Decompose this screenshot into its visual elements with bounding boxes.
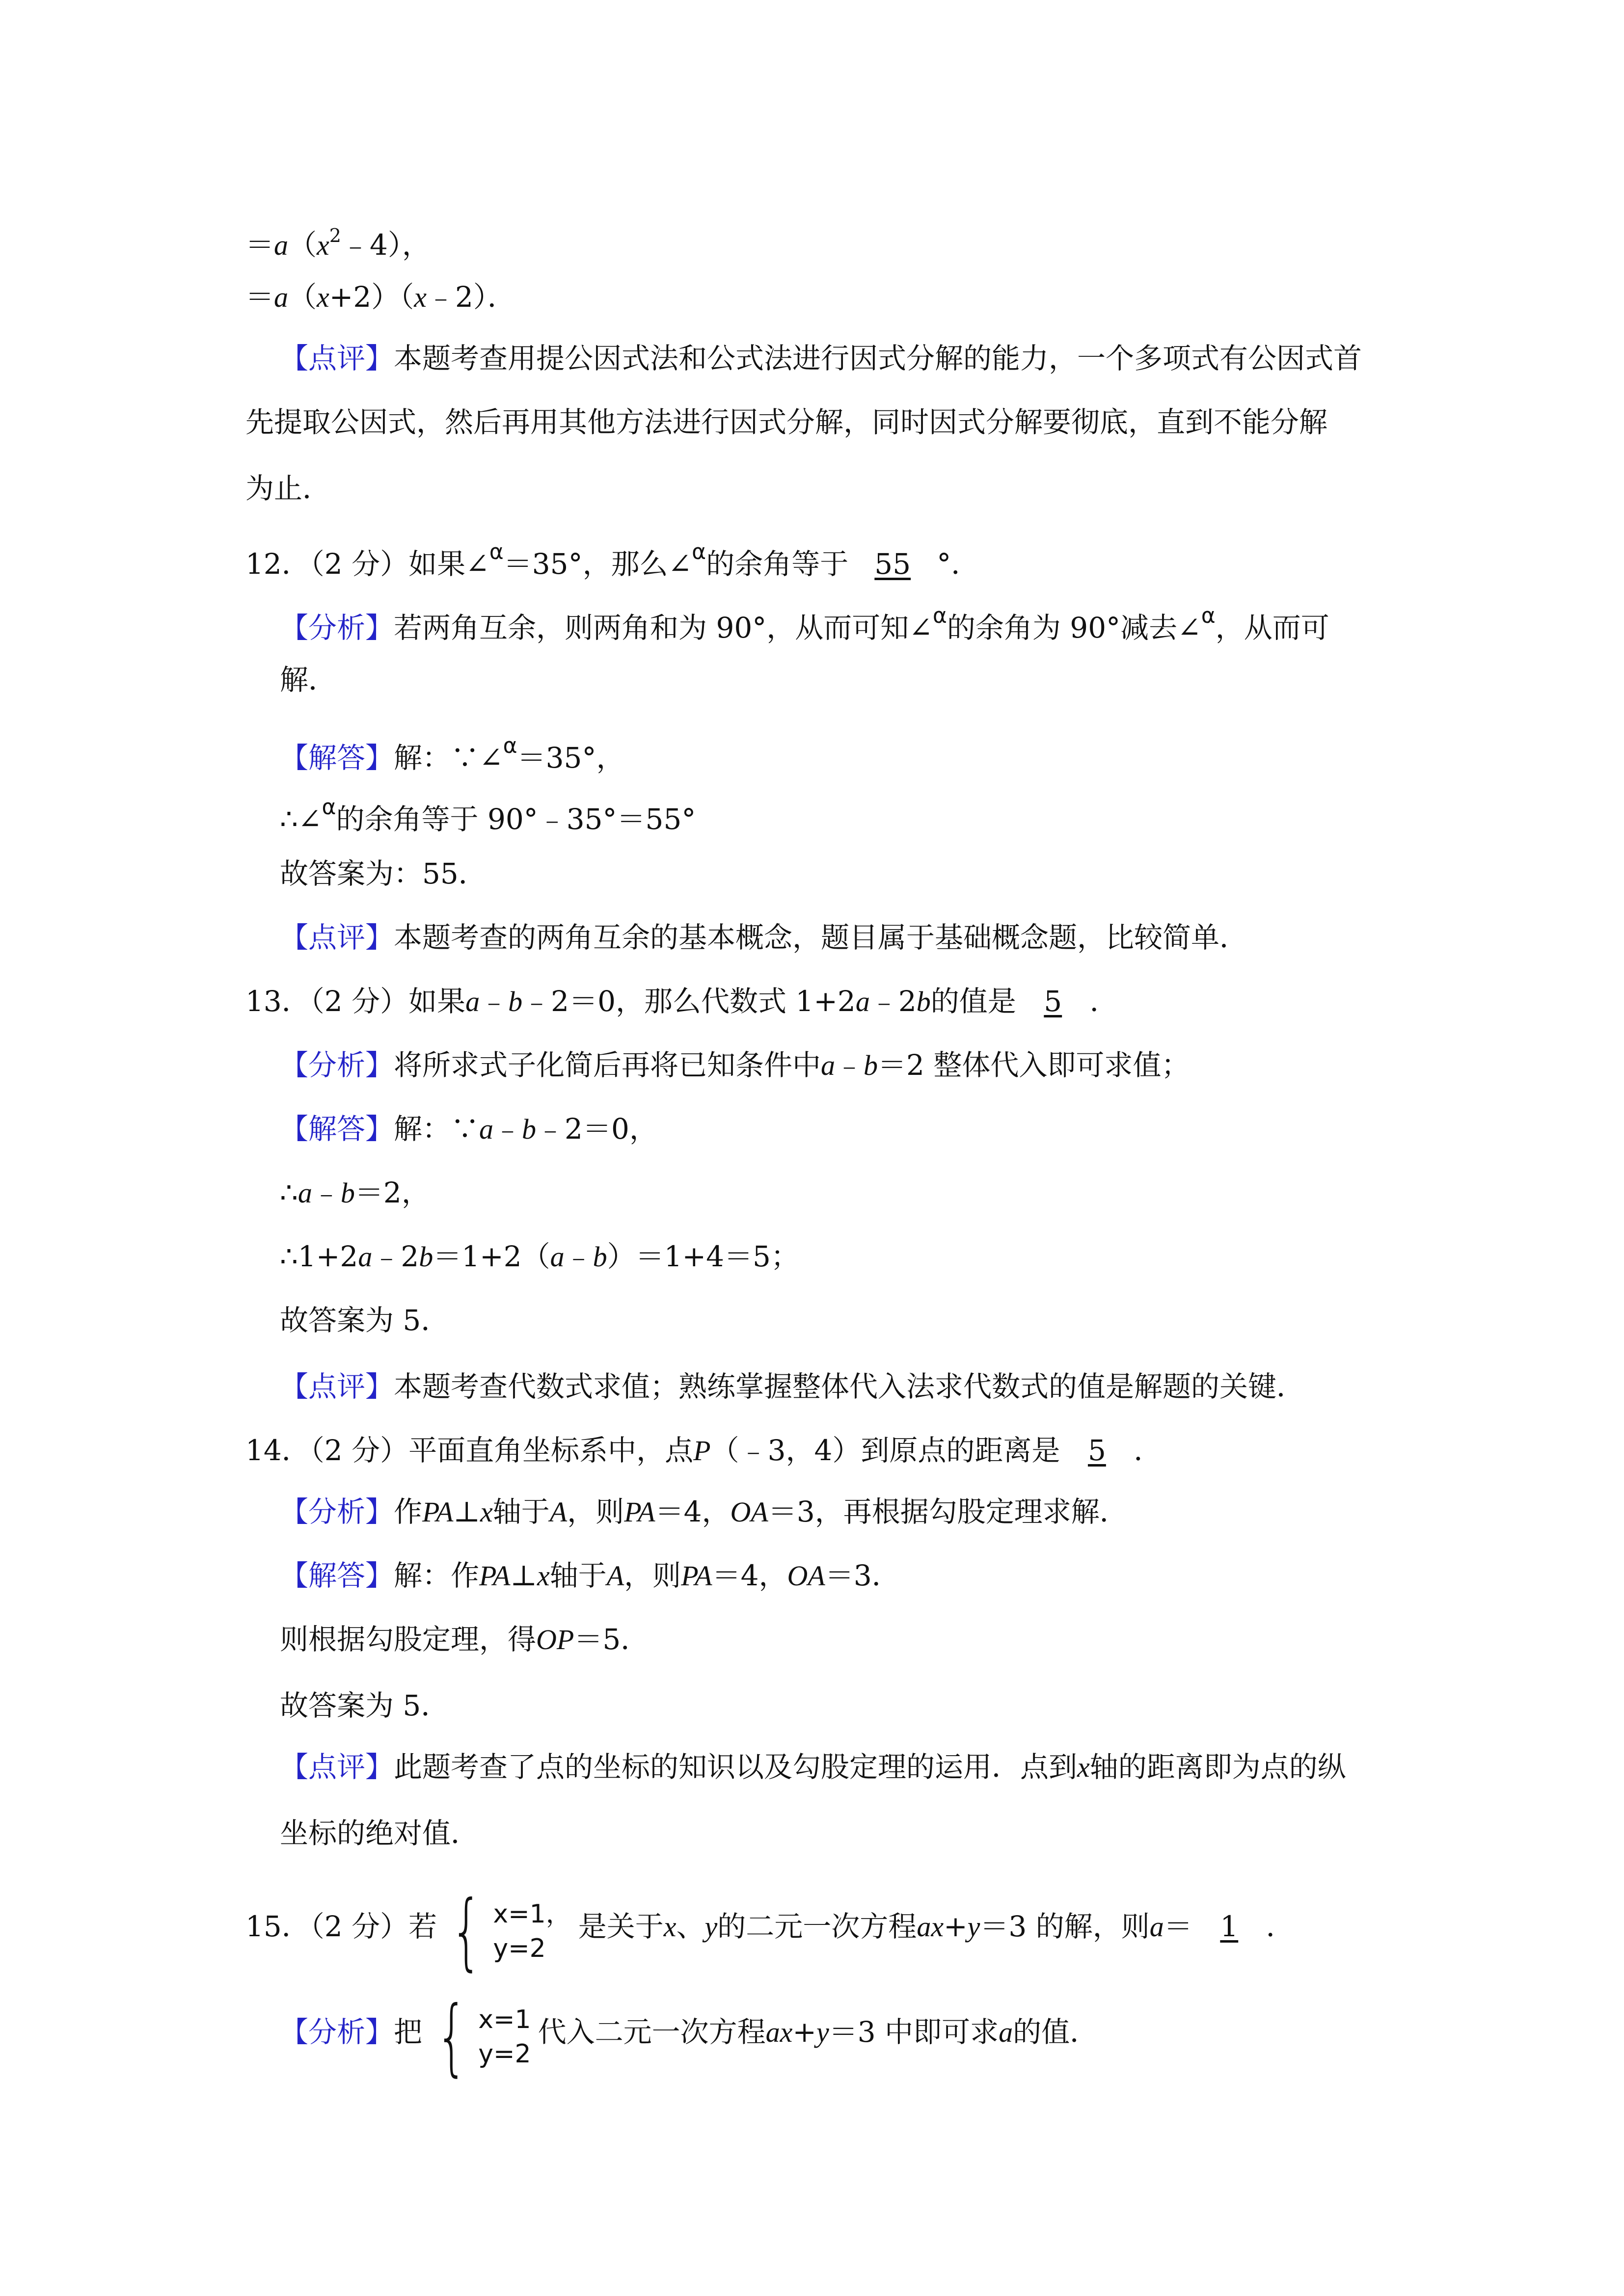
line-factor-1: $=a(x^2﹣4)$， [245, 225, 431, 262]
analysis-14: 【分析】作PA⊥x轴于A，则PA＝4，OA＝3，再根据勾股定理求解． [280, 1495, 1128, 1528]
answer-13-line2: ∴a﹣b＝2， [280, 1176, 430, 1209]
line-factor-2: ＝a（x+2）（x﹣2）． [245, 280, 516, 314]
answer-12-line2: ∴∠$^\alpha$的余角等于 90°﹣35°＝55° [280, 795, 696, 836]
question-14: 14．（2 分）平面直角坐标系中，点P（﹣3，4）到原点的距离是 5 ． [245, 1431, 1162, 1470]
question-13: 13．（2 分）如果a﹣b﹣2＝0，那么代数式 1+2a﹣2b的值是 5 ． [245, 982, 1118, 1021]
answer-14-line3: 故答案为 5． [280, 1689, 450, 1722]
comment-11: 【点评】本题考查用提公因式法和公式法进行因式分解的能力，一个多项式有公因式首 [280, 342, 1362, 375]
question-12: 12．（2 分）如果∠$^\alpha$＝35°，那么∠$^\alpha$的余角等于 55 °． [245, 533, 979, 584]
comment-13: 【点评】本题考查代数式求值；熟练掌握整体代入法求代数式的值是解题的关键． [280, 1370, 1305, 1403]
equation-system: { x=1， y=2 [450, 1882, 571, 1980]
analysis-15: 【分析】把 { x=1 y=2 代入二元一次方程ax+y＝3 中即可求a的值． [280, 1988, 1099, 2085]
answer-12-line3: 故答案为：55． [280, 857, 487, 890]
answer-13-line3: ∴1+2a﹣2b＝1+2（a﹣b）＝1+4＝5； [280, 1240, 799, 1273]
answer-12: 【解答】解：∵∠$^\alpha$＝35°， [280, 733, 625, 774]
answer-14-line2: 则根据勾股定理，得OP＝5． [280, 1623, 650, 1656]
comment-tag: 【点评】 [280, 342, 394, 375]
answer-13: 【解答】解：∵a﹣b﹣2＝0， [280, 1112, 658, 1146]
answer-13-line4: 故答案为 5． [280, 1304, 450, 1337]
comment-12: 【点评】本题考查的两角互余的基本概念，题目属于基础概念题，比较简单． [280, 921, 1248, 954]
answer-blank: 5 [1087, 1434, 1106, 1467]
answer-blank: 55 [874, 547, 911, 581]
comment-11-line3: 为止． [245, 472, 331, 505]
comment-11-line2: 先提取公因式，然后再用其他方法进行因式分解，同时因式分解要彻底，直到不能分解 [245, 405, 1328, 439]
answer-blank: 5 [1044, 985, 1062, 1018]
question-15: 15．（2 分）若 { x=1， y=2 是关于x、y的二元一次方程ax+y＝3 的解，则a＝ 1 ． [245, 1882, 1295, 1980]
analysis-13: 【分析】将所求式子化简后再将已知条件中a﹣b＝2 整体代入即可求值； [280, 1048, 1190, 1082]
analysis-12-line2: 解． [280, 663, 337, 696]
comment-14-line2: 坐标的绝对值． [280, 1816, 480, 1850]
equation-system: { x=1 y=2 [435, 1988, 531, 2085]
comment-14: 【点评】此题考查了点的坐标的知识以及勾股定理的运用．点到x轴的距离即为点的纵 [280, 1750, 1346, 1784]
analysis-12: 【分析】若两角互余，则两角和为 90°，从而可知∠$^\alpha$的余角为 90°减去∠$^\alpha$，从而可 [280, 603, 1329, 644]
answer-blank: 1 [1220, 1910, 1239, 1943]
answer-14: 【解答】解：作PA⊥x轴于A，则PA＝4，OA＝3． [280, 1559, 900, 1592]
